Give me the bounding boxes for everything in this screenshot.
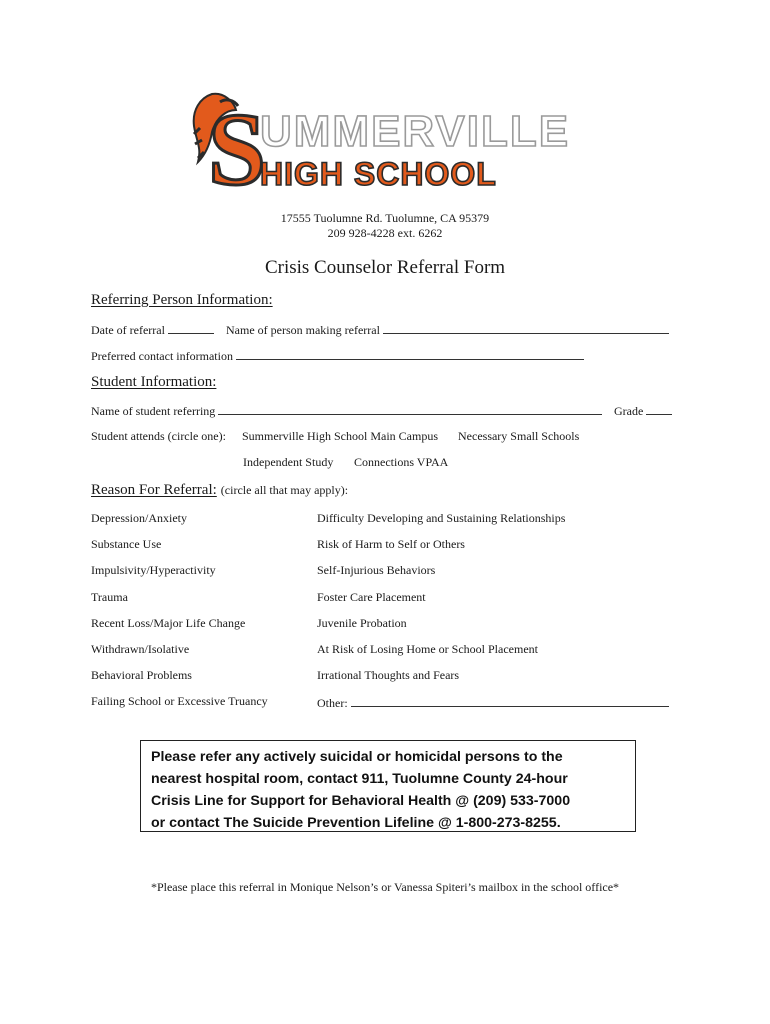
reason-substance[interactable]: Substance Use <box>91 537 162 551</box>
grade-field[interactable] <box>646 402 672 415</box>
referral-date-field[interactable] <box>168 321 214 334</box>
referral-date-label: Date of referral <box>91 323 165 337</box>
reason-self-injurious[interactable]: Self-Injurious Behaviors <box>317 563 436 577</box>
crisis-notice-box <box>140 740 636 832</box>
reason-other-row <box>317 694 669 711</box>
notice-line-1: Please refer any actively suicidal or homicidal persons to the <box>151 749 563 765</box>
footnote: *Please place this referral in Monique Nelson’s or Vanessa Spiteri’s mailbox in the school office* <box>150 880 620 894</box>
student-heading: Student Information: <box>91 374 217 390</box>
referral-date-row <box>91 321 214 338</box>
reason-other-label: Other: <box>317 696 348 710</box>
contact-label: Preferred contact information <box>91 349 233 363</box>
reason-behavioral[interactable]: Behavioral Problems <box>91 668 192 682</box>
reason-impulsivity[interactable]: Impulsivity/Hyperactivity <box>91 563 216 577</box>
school-logo <box>190 88 582 192</box>
reasons-heading: Reason For Referral: <box>91 482 217 498</box>
reason-foster-care[interactable]: Foster Care Placement <box>317 590 426 604</box>
student-name-row <box>91 402 602 419</box>
referrer-name-field[interactable] <box>383 321 669 334</box>
reason-failing[interactable]: Failing School or Excessive Truancy <box>91 694 268 708</box>
address-street: 17555 Tuolumne Rd. Tuolumne, CA 95379 <box>280 211 490 225</box>
reason-juvenile-probation[interactable]: Juvenile Probation <box>317 616 407 630</box>
contact-field[interactable] <box>236 347 584 360</box>
school-option-main-campus[interactable]: Summerville High School Main Campus <box>242 429 438 443</box>
contact-row <box>91 347 584 364</box>
reason-trauma[interactable]: Trauma <box>91 590 128 604</box>
school-logo-graphic <box>190 88 582 192</box>
reason-risk-harm[interactable]: Risk of Harm to Self or Others <box>317 537 465 551</box>
logo-line2: HIGH SCHOOL <box>260 156 497 192</box>
referrer-name-label: Name of person making referral <box>226 323 380 337</box>
reasons-heading-row <box>91 481 348 499</box>
student-name-label: Name of student referring <box>91 404 216 418</box>
reason-losing-placement[interactable]: At Risk of Losing Home or School Placement <box>317 642 538 656</box>
reason-loss[interactable]: Recent Loss/Major Life Change <box>91 616 246 630</box>
notice-line-4: or contact The Suicide Prevention Lifeline @ 1-800-273-8255. <box>151 815 561 831</box>
referrer-name-row <box>226 321 669 338</box>
reason-depression[interactable]: Depression/Anxiety <box>91 511 187 525</box>
reason-withdrawn[interactable]: Withdrawn/Isolative <box>91 642 190 656</box>
notice-line-2: nearest hospital room, contact 911, Tuolumne County 24-hour <box>151 771 568 787</box>
attends-label: Student attends (circle one): <box>91 429 226 443</box>
grade-row <box>614 402 672 419</box>
form-title: Crisis Counselor Referral Form <box>264 257 506 278</box>
student-name-field[interactable] <box>218 402 602 415</box>
logo-letter: S <box>208 92 266 192</box>
reason-irrational-thoughts[interactable]: Irrational Thoughts and Fears <box>317 668 460 682</box>
logo-line1: UMMERVILLE <box>260 107 571 156</box>
reason-other-field[interactable] <box>351 694 669 707</box>
school-option-independent-study[interactable]: Independent Study <box>243 455 334 469</box>
reasons-hint: (circle all that may apply): <box>220 483 349 497</box>
notice-line-3: Crisis Line for Support for Behavioral Health @ (209) 533-7000 <box>151 793 571 809</box>
school-option-necessary-small[interactable]: Necessary Small Schools <box>458 429 580 443</box>
address-phone: 209 928-4228 ext. 6262 <box>327 226 443 240</box>
reason-relationships[interactable]: Difficulty Developing and Sustaining Relationships <box>317 511 566 525</box>
referring-heading: Referring Person Information: <box>91 292 273 308</box>
school-option-connections-vpaa[interactable]: Connections VPAA <box>354 455 449 469</box>
grade-label: Grade <box>614 404 644 418</box>
